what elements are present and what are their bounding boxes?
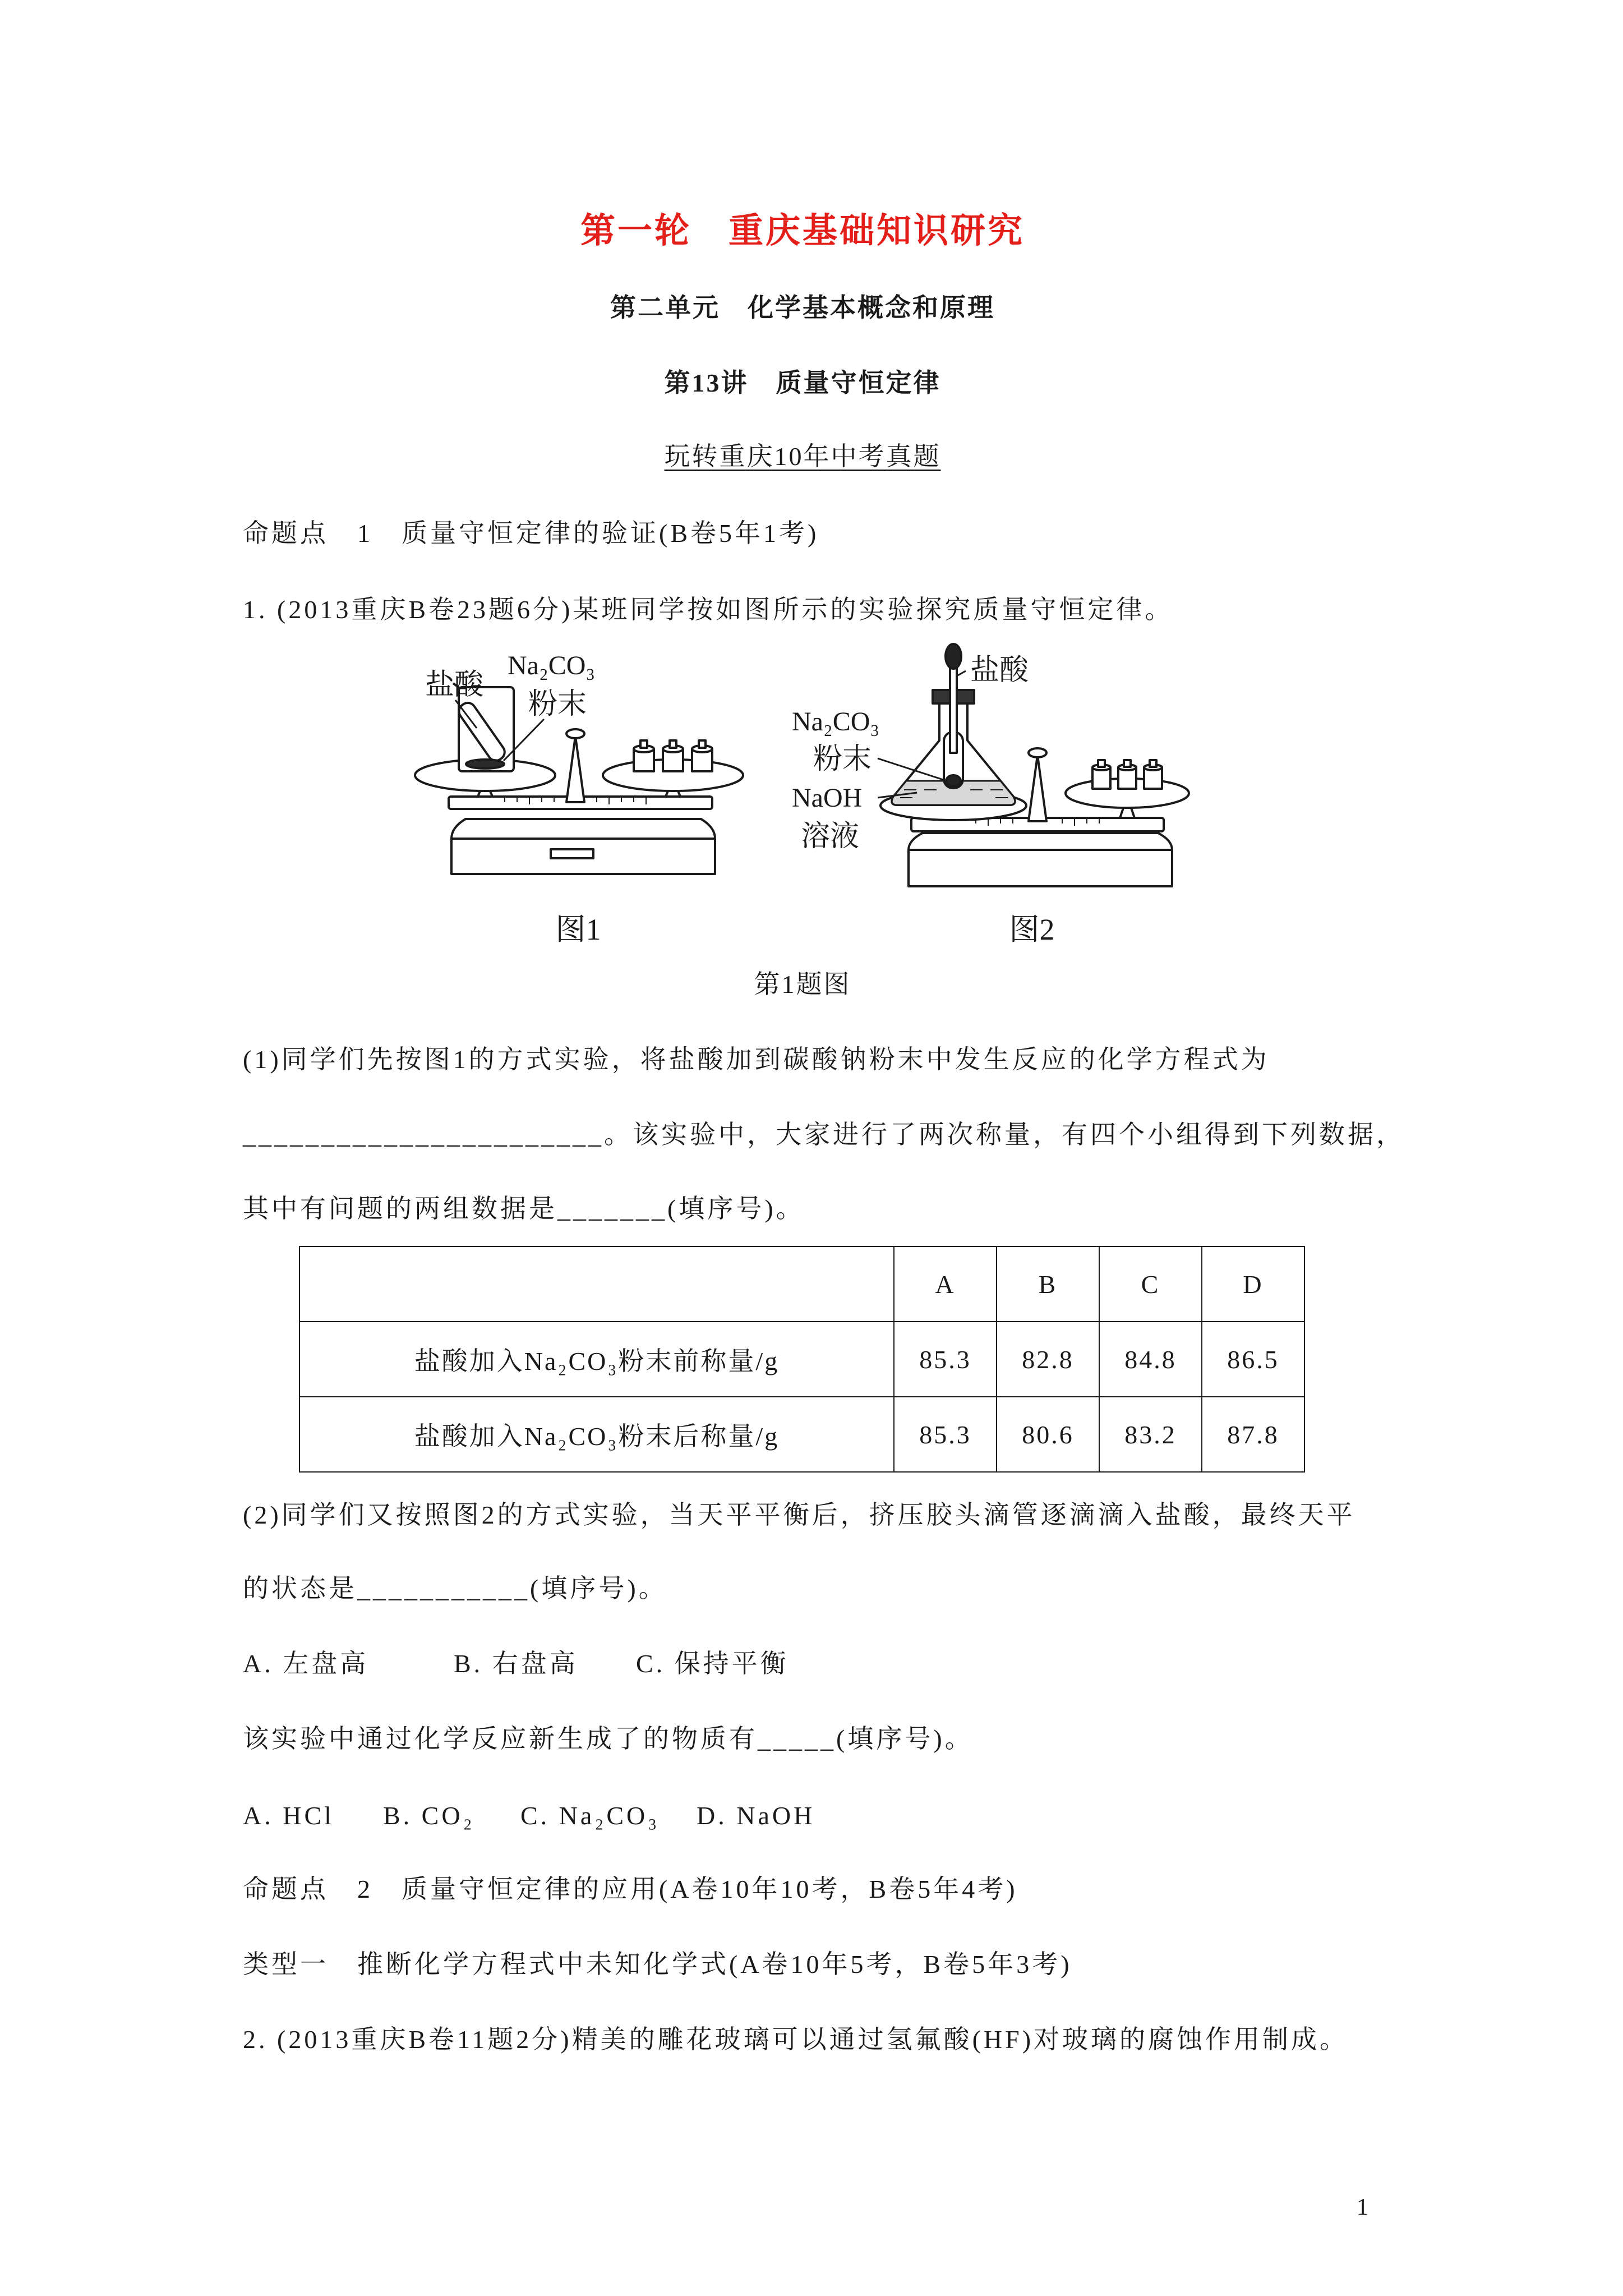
figure-caption: 第1题图	[754, 970, 851, 999]
question-1-part-2-line-1: (2)同学们又按照图2的方式实验，当天平平衡后，挤压胶头滴管逐滴滴入盐酸，最终天平	[243, 1501, 1355, 1529]
section-title-text: 玩转重庆10年中考真题	[664, 442, 941, 471]
question-1-figure	[393, 634, 1223, 903]
question-1-part-2-line-2: 的状态是___________(填序号)。	[243, 1574, 667, 1603]
document-title: 第一轮 重庆基础知识研究	[580, 212, 1025, 250]
question-type-heading: 类型一 推断化学方程式中未知化学式(A卷10年5考，B卷5年3考)	[243, 1950, 1072, 1978]
table-row-label: 盐酸加入Na₂CO₃粉末后称量/g	[299, 1397, 894, 1472]
page-number: 1	[1357, 2194, 1368, 2220]
section-title	[243, 441, 1362, 472]
table-cell: 84.8	[1099, 1322, 1202, 1397]
figure-1-powder	[466, 760, 504, 769]
table-header-cell: B	[997, 1246, 1099, 1322]
table-cell: 85.3	[894, 1397, 997, 1472]
question-1-part-1-line-1: (1)同学们先按图1的方式实验，将盐酸加到碳酸钠粉末中发生反应的化学方程式为	[243, 1045, 1270, 1074]
option-c: C. 保持平衡	[636, 1649, 789, 1678]
figure-2-powder	[946, 775, 961, 786]
figure-1-caption: 图1	[555, 913, 601, 946]
question-2-stem: 2. (2013重庆B卷11题2分)精美的雕花玻璃可以通过氢氟酸(HF)对玻璃的腐蚀作用制成。	[243, 2025, 1349, 2054]
topic-heading-1: 命题点 1 质量守恒定律的验证(B卷5年1考)	[243, 519, 819, 547]
table-row	[299, 1322, 1304, 1397]
figure-2-pointer-knob	[1029, 748, 1046, 757]
table-header-cell: D	[1202, 1246, 1304, 1322]
topic-heading-2: 命题点 2 质量守恒定律的应用(A卷10年10考，B卷5年4考)	[243, 1875, 1018, 1903]
table-header-cell: A	[894, 1246, 997, 1322]
figure-1-pointer	[566, 736, 584, 802]
figure-1-formula-label: Na₂CO₃	[508, 651, 596, 680]
option-b: B. 右盘高	[454, 1649, 578, 1678]
figure-2-solution-label: 溶液	[801, 821, 860, 853]
table-cell: 82.8	[997, 1322, 1099, 1397]
option-a: A. 左盘高	[243, 1649, 369, 1678]
figure-2-weights	[1092, 760, 1162, 789]
balance-state-options	[243, 1648, 1252, 1680]
figure-1-base-plate	[551, 849, 593, 858]
figure-1-base	[451, 819, 715, 874]
table-row-label: 盐酸加入Na₂CO₃粉末前称量/g	[299, 1322, 894, 1397]
table-cell: 83.2	[1099, 1397, 1202, 1472]
table-header-cell: C	[1099, 1246, 1202, 1322]
option-b: B. CO₂	[383, 1801, 475, 1830]
figure-2-acid-leader	[958, 671, 966, 675]
figure-1-pointer-knob	[566, 729, 584, 738]
weighing-data-table	[299, 1246, 1305, 1473]
table-cell: 86.5	[1202, 1322, 1304, 1397]
figure-2-dropper-tube	[950, 663, 957, 753]
table-header-cell	[299, 1246, 894, 1322]
option-a: A. HCl	[243, 1801, 334, 1830]
table-cell: 85.3	[894, 1322, 997, 1397]
table-cell: 87.8	[1202, 1397, 1304, 1472]
figure-2-base	[909, 833, 1172, 886]
figure-2-pointer	[1029, 755, 1046, 821]
option-d: D. NaOH	[697, 1801, 815, 1830]
option-c: C. Na₂CO₃	[520, 1801, 660, 1830]
figure-2-dropper-bulb	[946, 644, 961, 669]
figure-1-weights	[634, 740, 712, 771]
substance-options	[243, 1800, 1252, 1832]
table-header-row	[299, 1246, 1304, 1322]
figure-2-solution-formula-label: NaOH	[792, 783, 863, 813]
table-row	[299, 1397, 1304, 1472]
figure-1-acid-label: 盐酸	[425, 669, 484, 701]
question-1-stem: 1. (2013重庆B卷23题6分)某班同学按如图所示的实验探究质量守恒定律。	[243, 595, 1174, 624]
question-1-part-1-line-2: _______________________。该实验中，大家进行了两次称量，有四个小组得到下列数据，	[243, 1120, 1405, 1149]
figure-2-acid-label: 盐酸	[970, 655, 1029, 687]
figure-2-balance	[878, 644, 1189, 886]
figure-2-caption: 图2	[1009, 913, 1055, 946]
question-1-part-2-line-3: 该实验中通过化学反应新生成了的物质有_____(填序号)。	[243, 1724, 974, 1753]
figure-2-powder-label: 粉末	[813, 743, 872, 775]
figure-2-formula-label: Na₂CO₃	[792, 707, 880, 737]
unit-title: 第二单元 化学基本概念和原理	[610, 293, 995, 322]
figure-1-powder-label: 粉末	[528, 688, 587, 720]
question-1-part-1-line-3: 其中有问题的两组数据是_______(填序号)。	[243, 1194, 805, 1223]
lecture-title: 第13讲 质量守恒定律	[664, 369, 941, 397]
table-cell: 80.6	[997, 1397, 1099, 1472]
